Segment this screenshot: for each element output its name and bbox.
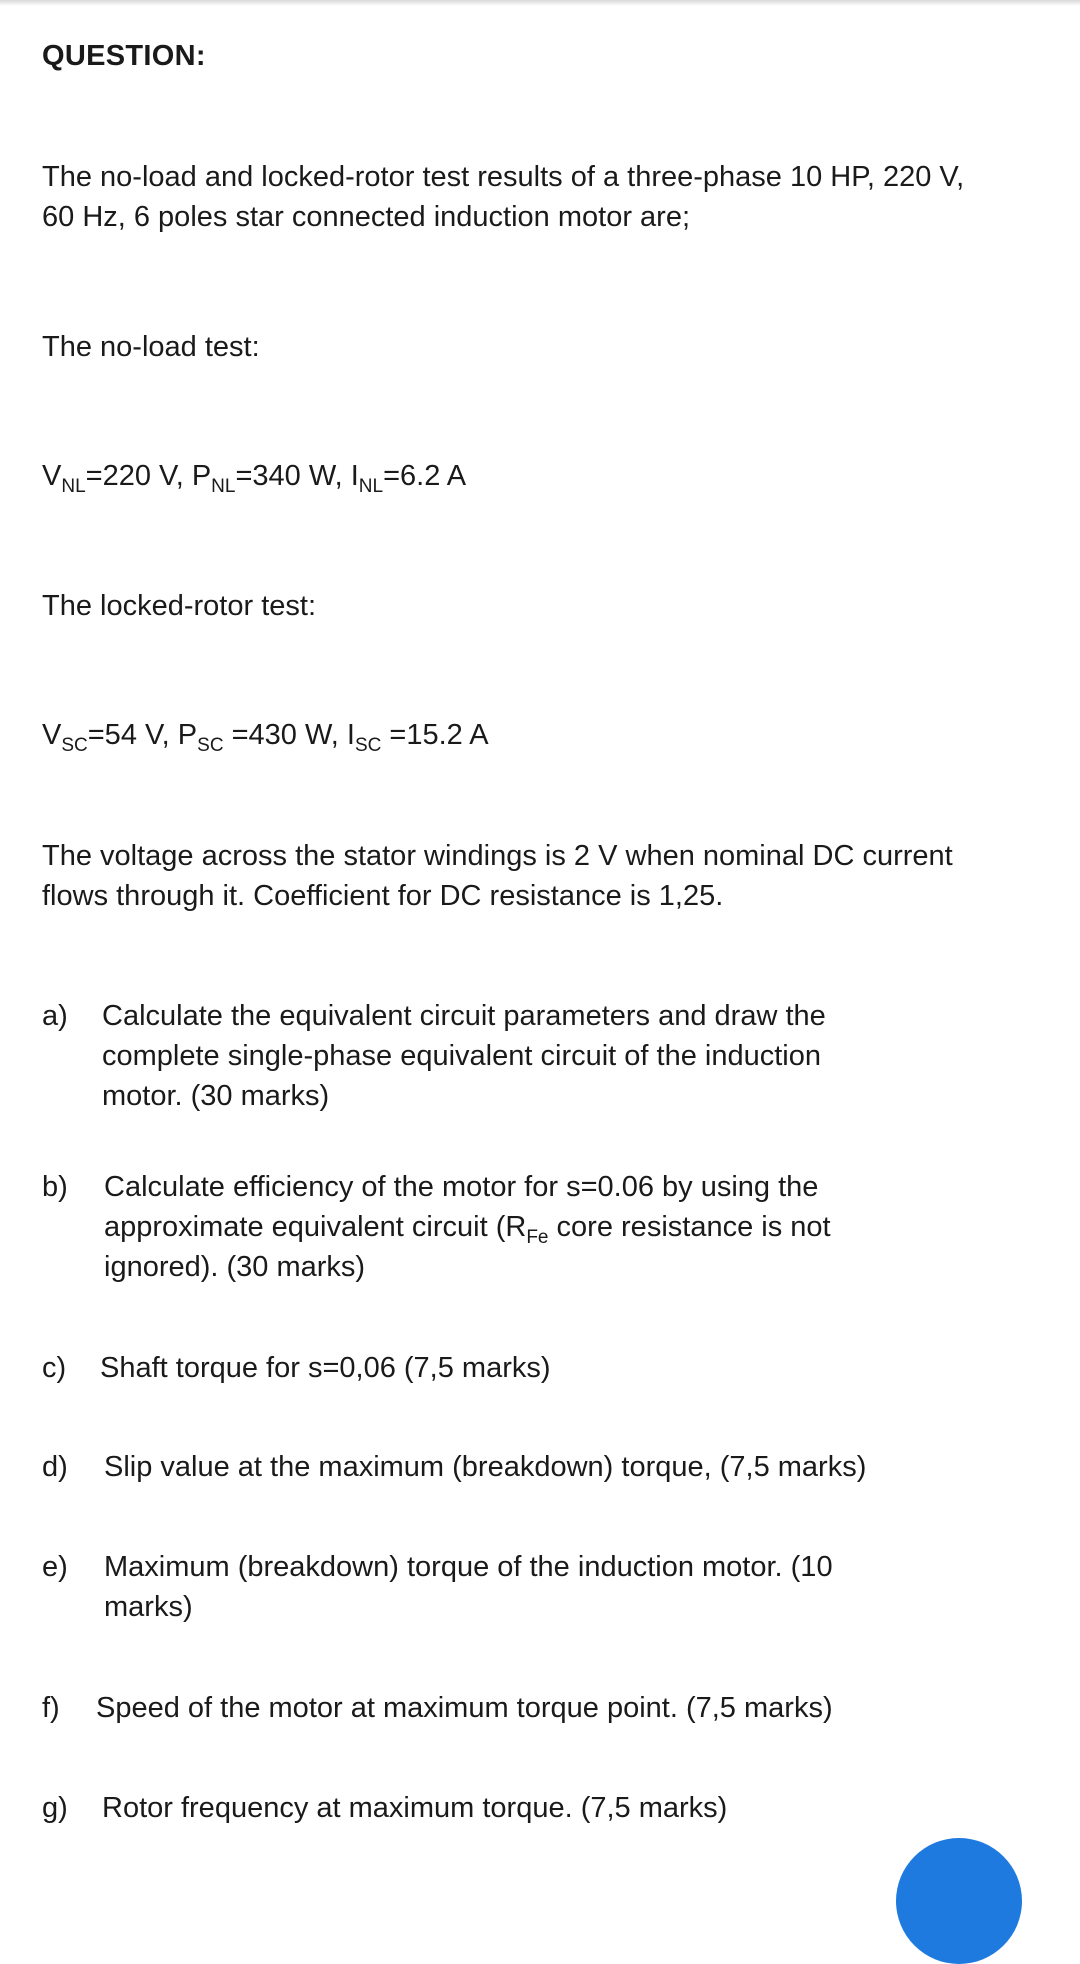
i-nl-subscript: NL xyxy=(358,476,384,497)
v-sc-symbol: V xyxy=(42,719,62,751)
locked-rotor-values xyxy=(42,715,1042,755)
dc-note-line-1: The voltage across the stator windings is 2 V when nominal DC current xyxy=(42,840,953,872)
question-a-line-1: Calculate the equivalent circuit parameters and draw the xyxy=(102,1000,826,1032)
no-load-values xyxy=(42,456,1042,496)
question-c-text: Shaft torque for s=0,06 (7,5 marks) xyxy=(100,1352,551,1384)
question-g-label: g) xyxy=(42,1792,68,1824)
question-f-text: Speed of the motor at maximum torque point. (7,5 marks) xyxy=(96,1692,833,1724)
question-a-line-2: complete single-phase equivalent circuit of the induction xyxy=(102,1040,821,1072)
question-e-label: e) xyxy=(42,1551,68,1583)
v-nl-subscript: NL xyxy=(61,476,86,497)
question-b-line-2-post: core resistance is not xyxy=(548,1211,831,1243)
question-a-label: a) xyxy=(42,1000,68,1032)
v-nl-symbol: V xyxy=(42,460,62,492)
question-b-line-2 xyxy=(104,1207,984,1247)
p-nl-symbol: P xyxy=(191,460,212,492)
v-sc-subscript: SC xyxy=(61,735,88,756)
question-a-line-3: motor. (30 marks) xyxy=(102,1080,330,1112)
dc-note-line-2: flows through it. Coefficient for DC resistance is 1,25. xyxy=(42,880,724,912)
i-sc-value: =15.2 A xyxy=(381,719,489,751)
question-a-text xyxy=(102,996,982,1116)
question-b-line-1: Calculate efficiency of the motor for s=0.06 by using the xyxy=(104,1171,819,1203)
question-f-label: f) xyxy=(42,1692,60,1724)
i-sc-symbol: I xyxy=(346,719,355,751)
question-heading: QUESTION: xyxy=(42,40,206,72)
question-d-label: d) xyxy=(42,1451,68,1483)
top-shadow xyxy=(0,0,1080,6)
floating-action-button[interactable] xyxy=(896,1838,1022,1964)
p-sc-symbol: P xyxy=(177,719,198,751)
intro-line-1: The no-load and locked-rotor test results of a three-phase 10 HP, 220 V, xyxy=(42,161,965,193)
question-b-label: b) xyxy=(42,1171,68,1203)
question-g-text: Rotor frequency at maximum torque. (7,5 marks) xyxy=(102,1792,728,1824)
i-nl-symbol: I xyxy=(350,460,359,492)
intro-line-2: 60 Hz, 6 poles star connected induction motor are; xyxy=(42,201,691,233)
question-e-line-1: Maximum (breakdown) torque of the induction motor. (10 xyxy=(104,1551,833,1583)
p-sc-value: =430 W, xyxy=(223,719,347,751)
p-nl-subscript: NL xyxy=(211,476,236,497)
question-b-text xyxy=(104,1167,984,1287)
intro-paragraph xyxy=(42,157,1042,237)
question-d-text: Slip value at the maximum (breakdown) torque, (7,5 marks) xyxy=(104,1451,867,1483)
question-b-line-3: ignored). (30 marks) xyxy=(104,1251,366,1283)
r-fe-subscript: Fe xyxy=(526,1227,549,1248)
dc-note-paragraph xyxy=(42,836,1042,916)
i-nl-value: =6.2 A xyxy=(383,460,467,492)
locked-rotor-title: The locked-rotor test: xyxy=(42,590,316,622)
question-e-line-2: marks) xyxy=(104,1591,193,1623)
question-e-text xyxy=(104,1547,984,1627)
v-nl-value: =220 V, xyxy=(85,460,192,492)
p-sc-subscript: SC xyxy=(197,735,224,756)
question-b-line-2-pre: approximate equivalent circuit (R xyxy=(104,1211,527,1243)
no-load-title: The no-load test: xyxy=(42,331,260,363)
v-sc-value: =54 V, xyxy=(87,719,178,751)
question-c-label: c) xyxy=(42,1352,67,1384)
i-sc-subscript: SC xyxy=(354,735,382,756)
p-nl-value: =340 W, xyxy=(235,460,351,492)
